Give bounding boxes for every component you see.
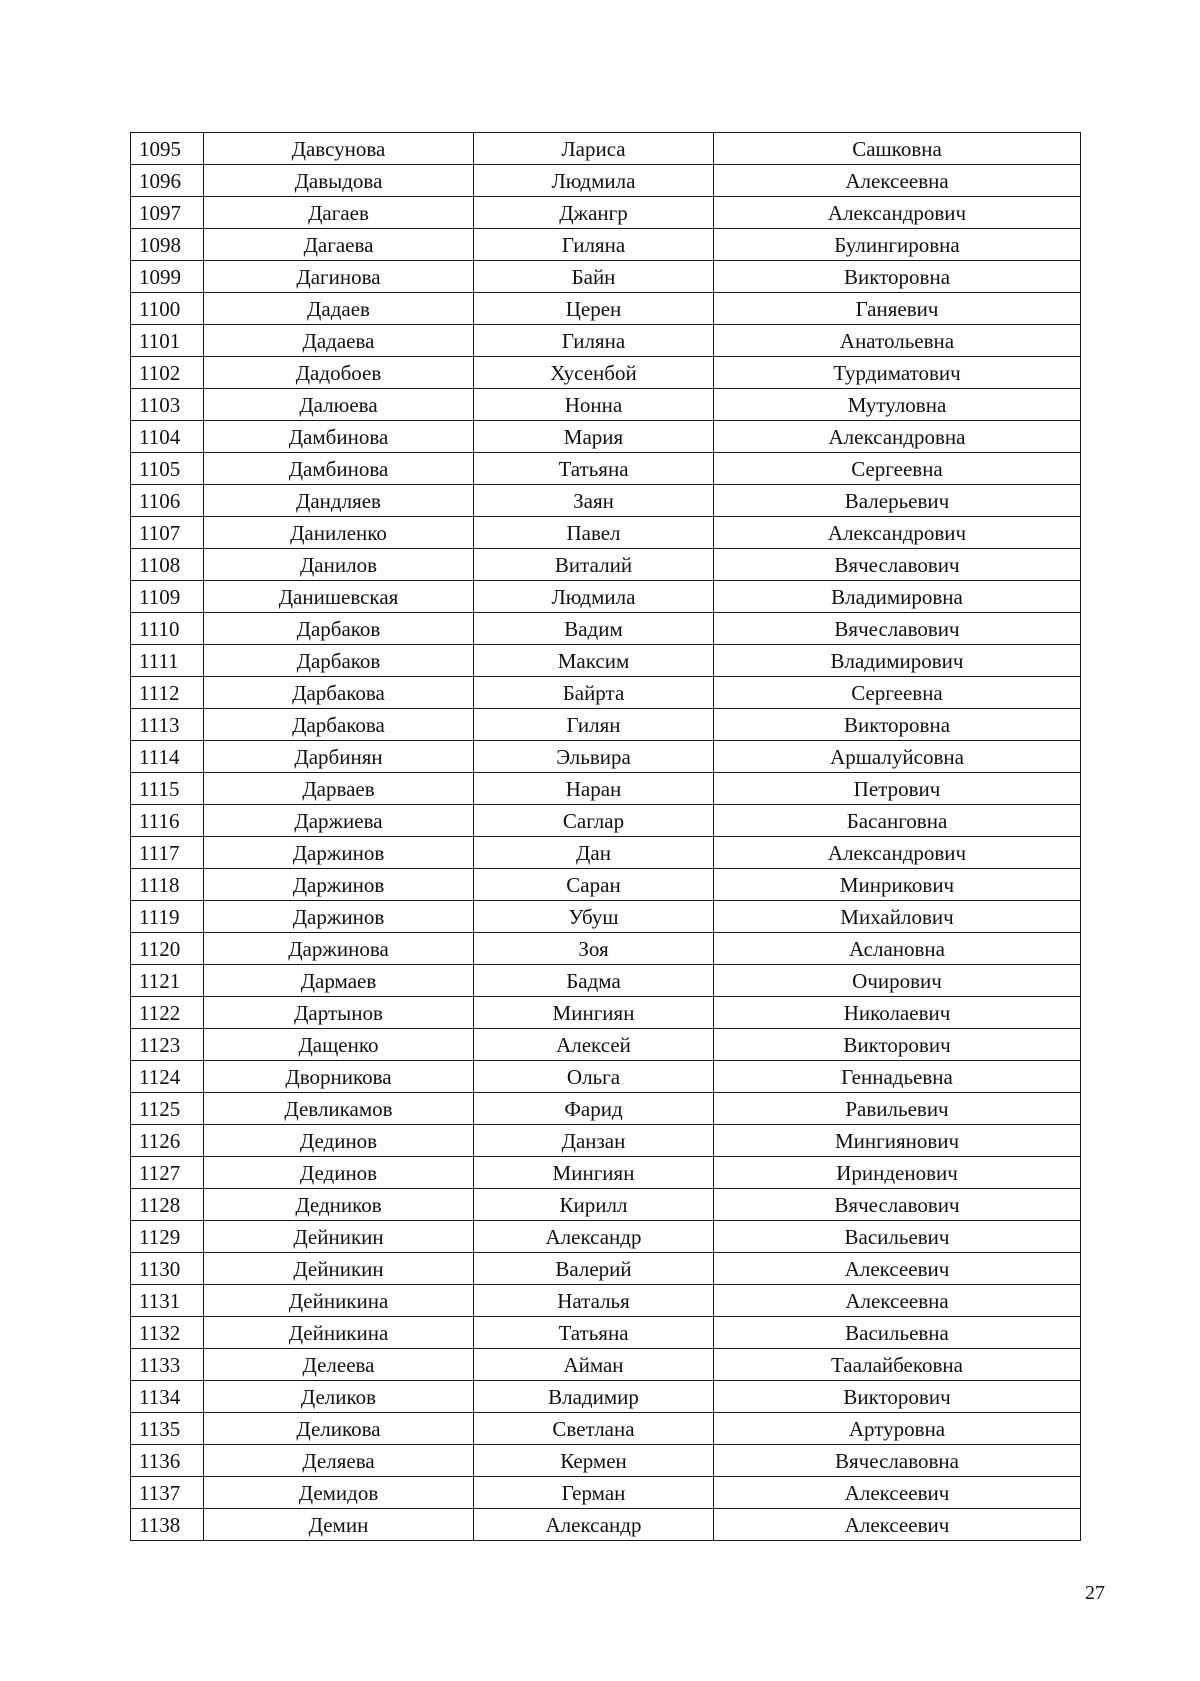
patronymic-cell: Владимирович bbox=[714, 645, 1081, 677]
row-number-cell: 1129 bbox=[131, 1221, 204, 1253]
first-name-cell: Татьяна bbox=[474, 1317, 714, 1349]
row-number-cell: 1112 bbox=[131, 677, 204, 709]
surname-cell: Демидов bbox=[204, 1477, 474, 1509]
patronymic-cell: Васильевна bbox=[714, 1317, 1081, 1349]
row-number-cell: 1125 bbox=[131, 1093, 204, 1125]
row-number-cell: 1113 bbox=[131, 709, 204, 741]
patronymic-cell: Аршалуйсовна bbox=[714, 741, 1081, 773]
surname-cell: Дандляев bbox=[204, 485, 474, 517]
first-name-cell: Мингиян bbox=[474, 997, 714, 1029]
table-row bbox=[131, 837, 1081, 869]
row-number-cell: 1103 bbox=[131, 389, 204, 421]
table-row bbox=[131, 1477, 1081, 1509]
first-name-cell: Максим bbox=[474, 645, 714, 677]
table-row bbox=[131, 773, 1081, 805]
surname-cell: Даниленко bbox=[204, 517, 474, 549]
page-number: 27 bbox=[1085, 1582, 1105, 1604]
first-name-cell: Вадим bbox=[474, 613, 714, 645]
table-row bbox=[131, 1445, 1081, 1477]
patronymic-cell: Вячеславович bbox=[714, 1189, 1081, 1221]
first-name-cell: Гиляна bbox=[474, 325, 714, 357]
table-row bbox=[131, 485, 1081, 517]
first-name-cell: Байрта bbox=[474, 677, 714, 709]
first-name-cell: Джангр bbox=[474, 197, 714, 229]
first-name-cell: Людмила bbox=[474, 581, 714, 613]
table-row bbox=[131, 741, 1081, 773]
patronymic-cell: Вячеславович bbox=[714, 613, 1081, 645]
table-row bbox=[131, 325, 1081, 357]
patronymic-cell: Анатольевна bbox=[714, 325, 1081, 357]
surname-cell: Дарбакова bbox=[204, 709, 474, 741]
names-table-body bbox=[131, 133, 1081, 1541]
patronymic-cell: Викторовна bbox=[714, 709, 1081, 741]
table-row bbox=[131, 1189, 1081, 1221]
first-name-cell: Владимир bbox=[474, 1381, 714, 1413]
first-name-cell: Эльвира bbox=[474, 741, 714, 773]
row-number-cell: 1110 bbox=[131, 613, 204, 645]
first-name-cell: Татьяна bbox=[474, 453, 714, 485]
first-name-cell: Саглар bbox=[474, 805, 714, 837]
table-row bbox=[131, 1061, 1081, 1093]
first-name-cell: Зоя bbox=[474, 933, 714, 965]
table-row bbox=[131, 229, 1081, 261]
row-number-cell: 1136 bbox=[131, 1445, 204, 1477]
row-number-cell: 1127 bbox=[131, 1157, 204, 1189]
surname-cell: Деликов bbox=[204, 1381, 474, 1413]
row-number-cell: 1096 bbox=[131, 165, 204, 197]
table-row bbox=[131, 869, 1081, 901]
patronymic-cell: Сергеевна bbox=[714, 677, 1081, 709]
first-name-cell: Фарид bbox=[474, 1093, 714, 1125]
patronymic-cell: Петрович bbox=[714, 773, 1081, 805]
first-name-cell: Дан bbox=[474, 837, 714, 869]
patronymic-cell: Аслановна bbox=[714, 933, 1081, 965]
first-name-cell: Лариса bbox=[474, 133, 714, 165]
first-name-cell: Кермен bbox=[474, 1445, 714, 1477]
surname-cell: Деляева bbox=[204, 1445, 474, 1477]
surname-cell: Дадаев bbox=[204, 293, 474, 325]
row-number-cell: 1138 bbox=[131, 1509, 204, 1541]
row-number-cell: 1137 bbox=[131, 1477, 204, 1509]
row-number-cell: 1111 bbox=[131, 645, 204, 677]
surname-cell: Дартынов bbox=[204, 997, 474, 1029]
row-number-cell: 1099 bbox=[131, 261, 204, 293]
surname-cell: Дейникин bbox=[204, 1253, 474, 1285]
row-number-cell: 1134 bbox=[131, 1381, 204, 1413]
patronymic-cell: Александровна bbox=[714, 421, 1081, 453]
table-row bbox=[131, 1381, 1081, 1413]
first-name-cell: Александр bbox=[474, 1509, 714, 1541]
table-row bbox=[131, 549, 1081, 581]
patronymic-cell: Васильевич bbox=[714, 1221, 1081, 1253]
surname-cell: Дармаев bbox=[204, 965, 474, 997]
table-row bbox=[131, 805, 1081, 837]
table-row bbox=[131, 613, 1081, 645]
row-number-cell: 1133 bbox=[131, 1349, 204, 1381]
patronymic-cell: Александрович bbox=[714, 197, 1081, 229]
row-number-cell: 1119 bbox=[131, 901, 204, 933]
table-row bbox=[131, 1349, 1081, 1381]
surname-cell: Дагаева bbox=[204, 229, 474, 261]
patronymic-cell: Басанговна bbox=[714, 805, 1081, 837]
table-row bbox=[131, 197, 1081, 229]
table-row bbox=[131, 1029, 1081, 1061]
patronymic-cell: Алексеевич bbox=[714, 1509, 1081, 1541]
first-name-cell: Кирилл bbox=[474, 1189, 714, 1221]
first-name-cell: Людмила bbox=[474, 165, 714, 197]
table-row bbox=[131, 1317, 1081, 1349]
surname-cell: Дейникин bbox=[204, 1221, 474, 1253]
surname-cell: Деликова bbox=[204, 1413, 474, 1445]
row-number-cell: 1128 bbox=[131, 1189, 204, 1221]
surname-cell: Дарбаков bbox=[204, 613, 474, 645]
patronymic-cell: Минрикович bbox=[714, 869, 1081, 901]
names-table bbox=[130, 132, 1081, 1541]
surname-cell: Дарбаков bbox=[204, 645, 474, 677]
patronymic-cell: Алексеевич bbox=[714, 1253, 1081, 1285]
patronymic-cell: Геннадьевна bbox=[714, 1061, 1081, 1093]
patronymic-cell: Александрович bbox=[714, 837, 1081, 869]
row-number-cell: 1104 bbox=[131, 421, 204, 453]
patronymic-cell: Николаевич bbox=[714, 997, 1081, 1029]
table-row bbox=[131, 581, 1081, 613]
first-name-cell: Гиляна bbox=[474, 229, 714, 261]
patronymic-cell: Владимировна bbox=[714, 581, 1081, 613]
row-number-cell: 1106 bbox=[131, 485, 204, 517]
row-number-cell: 1100 bbox=[131, 293, 204, 325]
table-row bbox=[131, 293, 1081, 325]
first-name-cell: Наталья bbox=[474, 1285, 714, 1317]
table-row bbox=[131, 165, 1081, 197]
first-name-cell: Данзан bbox=[474, 1125, 714, 1157]
surname-cell: Дагаев bbox=[204, 197, 474, 229]
surname-cell: Дащенко bbox=[204, 1029, 474, 1061]
table-row bbox=[131, 453, 1081, 485]
row-number-cell: 1132 bbox=[131, 1317, 204, 1349]
patronymic-cell: Мутуловна bbox=[714, 389, 1081, 421]
table-row bbox=[131, 1093, 1081, 1125]
first-name-cell: Церен bbox=[474, 293, 714, 325]
patronymic-cell: Булингировна bbox=[714, 229, 1081, 261]
surname-cell: Даржинова bbox=[204, 933, 474, 965]
patronymic-cell: Валерьевич bbox=[714, 485, 1081, 517]
patronymic-cell: Сергеевна bbox=[714, 453, 1081, 485]
table-row bbox=[131, 357, 1081, 389]
patronymic-cell: Очирович bbox=[714, 965, 1081, 997]
first-name-cell: Хусенбой bbox=[474, 357, 714, 389]
table-row bbox=[131, 1253, 1081, 1285]
surname-cell: Дадаева bbox=[204, 325, 474, 357]
first-name-cell: Байн bbox=[474, 261, 714, 293]
surname-cell: Давсунова bbox=[204, 133, 474, 165]
first-name-cell: Саран bbox=[474, 869, 714, 901]
surname-cell: Даржинов bbox=[204, 837, 474, 869]
table-row bbox=[131, 901, 1081, 933]
patronymic-cell: Иринденович bbox=[714, 1157, 1081, 1189]
first-name-cell: Ольга bbox=[474, 1061, 714, 1093]
table-row bbox=[131, 1125, 1081, 1157]
surname-cell: Даржинов bbox=[204, 901, 474, 933]
patronymic-cell: Алексеевна bbox=[714, 165, 1081, 197]
patronymic-cell: Артуровна bbox=[714, 1413, 1081, 1445]
surname-cell: Дадобоев bbox=[204, 357, 474, 389]
surname-cell: Дарваев bbox=[204, 773, 474, 805]
table-row bbox=[131, 389, 1081, 421]
patronymic-cell: Алексеевна bbox=[714, 1285, 1081, 1317]
table-row bbox=[131, 517, 1081, 549]
first-name-cell: Убуш bbox=[474, 901, 714, 933]
row-number-cell: 1126 bbox=[131, 1125, 204, 1157]
patronymic-cell: Михайлович bbox=[714, 901, 1081, 933]
patronymic-cell: Равильевич bbox=[714, 1093, 1081, 1125]
surname-cell: Дамбинова bbox=[204, 453, 474, 485]
first-name-cell: Бадма bbox=[474, 965, 714, 997]
first-name-cell: Виталий bbox=[474, 549, 714, 581]
first-name-cell: Александр bbox=[474, 1221, 714, 1253]
first-name-cell: Гилян bbox=[474, 709, 714, 741]
row-number-cell: 1130 bbox=[131, 1253, 204, 1285]
surname-cell: Данишевская bbox=[204, 581, 474, 613]
patronymic-cell: Вячеславович bbox=[714, 549, 1081, 581]
row-number-cell: 1115 bbox=[131, 773, 204, 805]
row-number-cell: 1118 bbox=[131, 869, 204, 901]
row-number-cell: 1120 bbox=[131, 933, 204, 965]
row-number-cell: 1109 bbox=[131, 581, 204, 613]
patronymic-cell: Вячеславовна bbox=[714, 1445, 1081, 1477]
table-row bbox=[131, 965, 1081, 997]
row-number-cell: 1117 bbox=[131, 837, 204, 869]
surname-cell: Делеева bbox=[204, 1349, 474, 1381]
table-row bbox=[131, 1413, 1081, 1445]
surname-cell: Дейникина bbox=[204, 1285, 474, 1317]
surname-cell: Дарбакова bbox=[204, 677, 474, 709]
table-row bbox=[131, 677, 1081, 709]
row-number-cell: 1095 bbox=[131, 133, 204, 165]
row-number-cell: 1098 bbox=[131, 229, 204, 261]
row-number-cell: 1108 bbox=[131, 549, 204, 581]
surname-cell: Дамбинова bbox=[204, 421, 474, 453]
first-name-cell: Наран bbox=[474, 773, 714, 805]
table-row bbox=[131, 261, 1081, 293]
table-row bbox=[131, 1285, 1081, 1317]
row-number-cell: 1122 bbox=[131, 997, 204, 1029]
table-row bbox=[131, 997, 1081, 1029]
surname-cell: Девликамов bbox=[204, 1093, 474, 1125]
row-number-cell: 1114 bbox=[131, 741, 204, 773]
first-name-cell: Мария bbox=[474, 421, 714, 453]
first-name-cell: Айман bbox=[474, 1349, 714, 1381]
first-name-cell: Валерий bbox=[474, 1253, 714, 1285]
row-number-cell: 1105 bbox=[131, 453, 204, 485]
table-row bbox=[131, 133, 1081, 165]
table-row bbox=[131, 1509, 1081, 1541]
patronymic-cell: Таалайбековна bbox=[714, 1349, 1081, 1381]
row-number-cell: 1097 bbox=[131, 197, 204, 229]
table-row bbox=[131, 1221, 1081, 1253]
row-number-cell: 1131 bbox=[131, 1285, 204, 1317]
row-number-cell: 1135 bbox=[131, 1413, 204, 1445]
surname-cell: Давыдова bbox=[204, 165, 474, 197]
first-name-cell: Герман bbox=[474, 1477, 714, 1509]
patronymic-cell: Сашковна bbox=[714, 133, 1081, 165]
table-row bbox=[131, 421, 1081, 453]
patronymic-cell: Викторович bbox=[714, 1029, 1081, 1061]
surname-cell: Дарбинян bbox=[204, 741, 474, 773]
first-name-cell: Светлана bbox=[474, 1413, 714, 1445]
row-number-cell: 1116 bbox=[131, 805, 204, 837]
table-row bbox=[131, 645, 1081, 677]
patronymic-cell: Турдиматович bbox=[714, 357, 1081, 389]
row-number-cell: 1123 bbox=[131, 1029, 204, 1061]
table-row bbox=[131, 709, 1081, 741]
patronymic-cell: Викторовна bbox=[714, 261, 1081, 293]
patronymic-cell: Мингиянович bbox=[714, 1125, 1081, 1157]
first-name-cell: Алексей bbox=[474, 1029, 714, 1061]
table-row bbox=[131, 1157, 1081, 1189]
row-number-cell: 1101 bbox=[131, 325, 204, 357]
patronymic-cell: Александрович bbox=[714, 517, 1081, 549]
surname-cell: Далюева bbox=[204, 389, 474, 421]
surname-cell: Дединов bbox=[204, 1125, 474, 1157]
row-number-cell: 1124 bbox=[131, 1061, 204, 1093]
surname-cell: Дединов bbox=[204, 1157, 474, 1189]
surname-cell: Данилов bbox=[204, 549, 474, 581]
patronymic-cell: Викторович bbox=[714, 1381, 1081, 1413]
table-row bbox=[131, 933, 1081, 965]
surname-cell: Дагинова bbox=[204, 261, 474, 293]
surname-cell: Дедников bbox=[204, 1189, 474, 1221]
first-name-cell: Нонна bbox=[474, 389, 714, 421]
row-number-cell: 1102 bbox=[131, 357, 204, 389]
patronymic-cell: Алексеевич bbox=[714, 1477, 1081, 1509]
row-number-cell: 1121 bbox=[131, 965, 204, 997]
surname-cell: Дворникова bbox=[204, 1061, 474, 1093]
surname-cell: Даржиева bbox=[204, 805, 474, 837]
surname-cell: Демин bbox=[204, 1509, 474, 1541]
first-name-cell: Павел bbox=[474, 517, 714, 549]
first-name-cell: Мингиян bbox=[474, 1157, 714, 1189]
patronymic-cell: Ганяевич bbox=[714, 293, 1081, 325]
surname-cell: Даржинов bbox=[204, 869, 474, 901]
row-number-cell: 1107 bbox=[131, 517, 204, 549]
first-name-cell: Заян bbox=[474, 485, 714, 517]
surname-cell: Дейникина bbox=[204, 1317, 474, 1349]
